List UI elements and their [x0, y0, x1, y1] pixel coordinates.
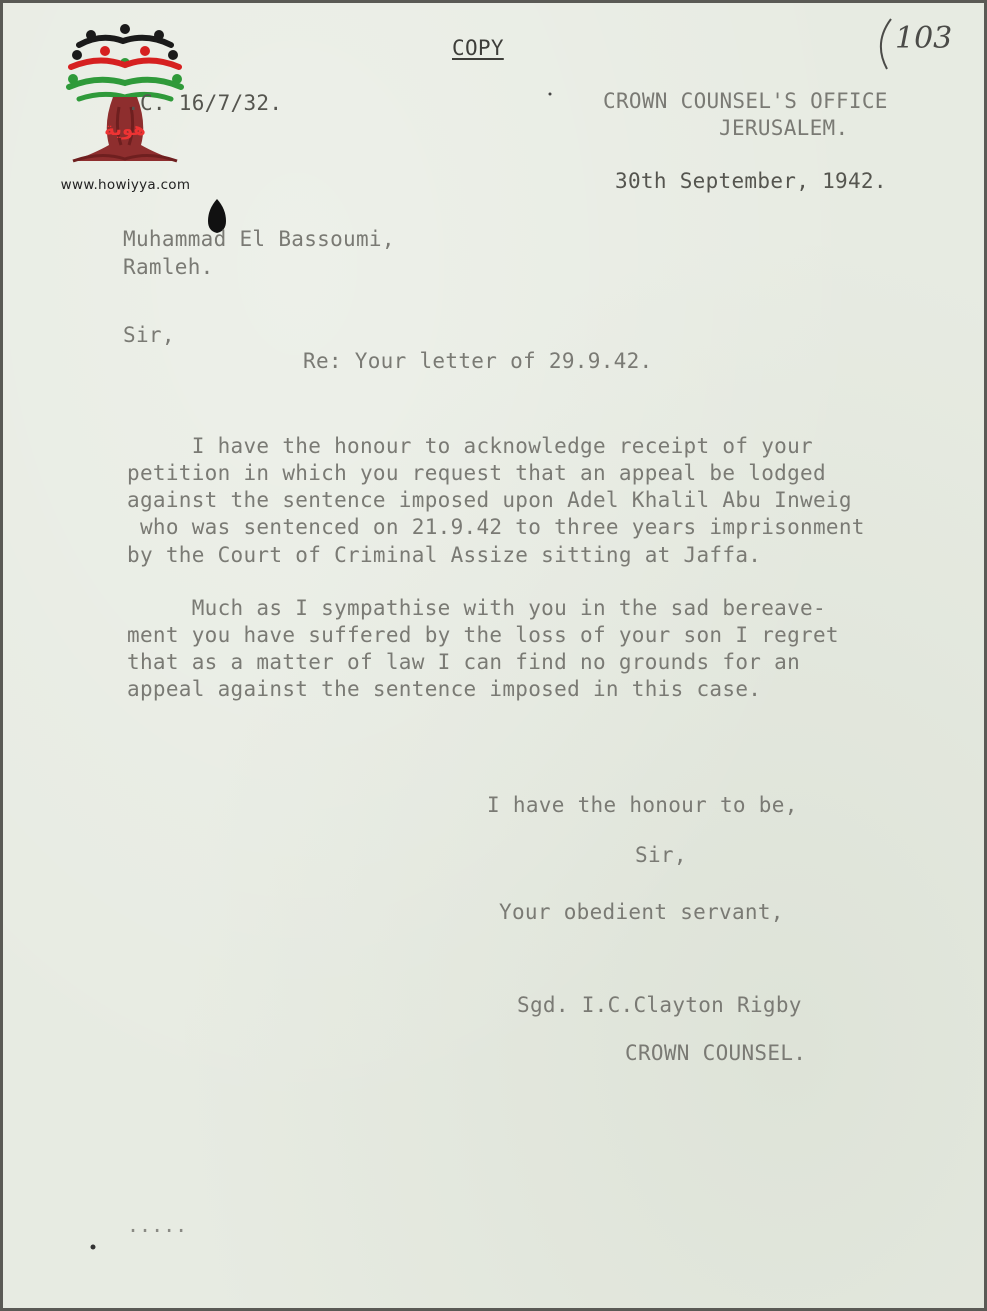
handwritten-ref-number: 103	[895, 21, 953, 56]
logo-website-url[interactable]: www.howiyya.com	[60, 177, 191, 193]
addressee-name: Muhammad El Bassoumi,	[123, 227, 395, 251]
reference-number: .C. 16/7/32.	[127, 91, 283, 115]
closing-line: Your obedient servant,	[499, 900, 784, 924]
signature-name: Sgd. I.C.Clayton Rigby	[517, 993, 802, 1017]
body-line: ment you have suffered by the loss of your son I regret	[127, 623, 839, 647]
body-line: petition in which you request that an appeal be lodged	[127, 461, 826, 485]
body-line: against the sentence imposed upon Adel Khalil Abu Inweig	[127, 488, 852, 512]
body-line: appeal against the sentence imposed in this case.	[127, 677, 762, 701]
salutation: Sir,	[123, 323, 175, 347]
footer-mark: .....	[127, 1213, 188, 1237]
office-name: CROWN COUNSEL'S OFFICE	[603, 89, 888, 113]
closing-line: I have the honour to be,	[487, 793, 798, 817]
letter-date: 30th September, 1942.	[615, 169, 887, 193]
stray-dot-icon	[89, 1243, 97, 1251]
signature-title: CROWN COUNSEL.	[625, 1041, 807, 1065]
addressee-place: Ramleh.	[123, 255, 214, 279]
body-line: by the Court of Criminal Assize sitting at Jaffa.	[127, 543, 762, 567]
body-line: that as a matter of law I can find no grounds for an	[127, 650, 801, 674]
closing-line: Sir,	[635, 843, 687, 867]
stray-dot-icon	[547, 91, 553, 97]
subject-line: Re: Your letter of 29.9.42.	[303, 349, 653, 373]
office-city: JERUSALEM.	[719, 116, 849, 140]
body-line: I have the honour to acknowledge receipt of your	[127, 434, 813, 458]
handwritten-reference	[865, 13, 985, 73]
document-heading: COPY	[452, 36, 504, 60]
body-line: Much as I sympathise with you in the sad bereave-	[127, 596, 826, 620]
logo-arabic-mark: هوية	[104, 119, 146, 140]
body-line: who was sentenced on 21.9.42 to three years imprisonment	[127, 515, 865, 539]
